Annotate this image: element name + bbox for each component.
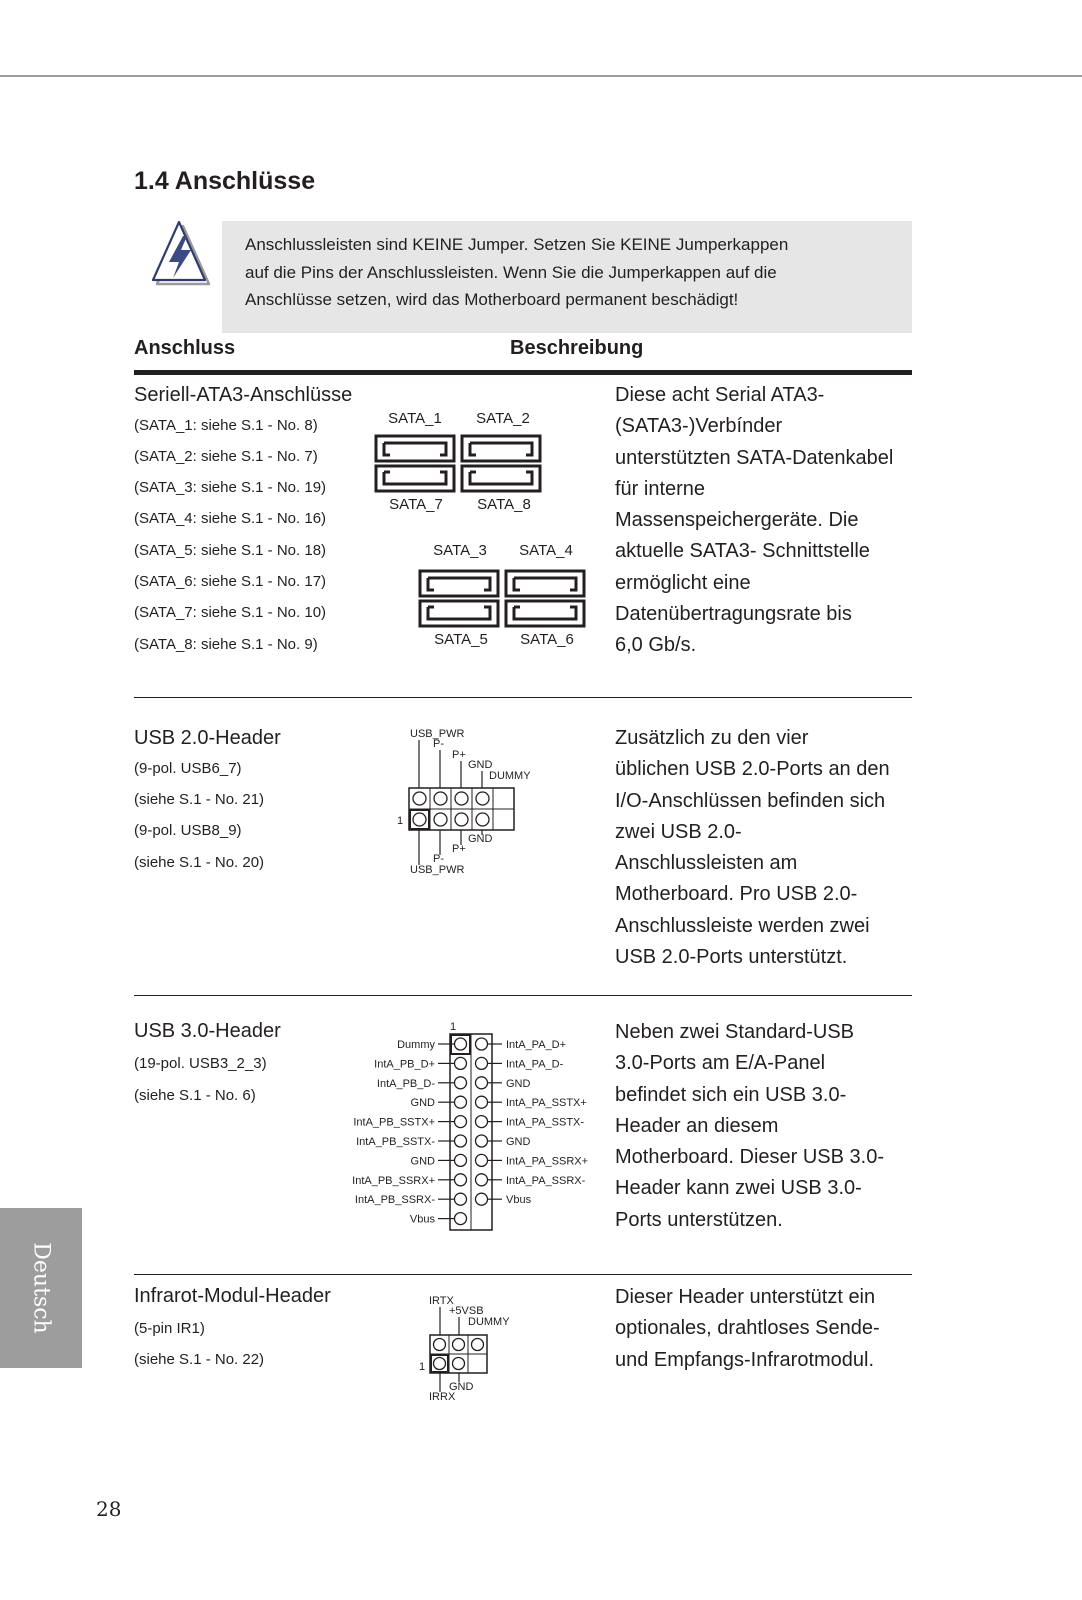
section-title: 1.4 Anschlüsse <box>134 167 316 195</box>
usb2-ref-4: (siehe S.1 - No. 20) <box>134 854 265 871</box>
usb3-left-pin-label: IntA_PB_D+ <box>374 1058 435 1071</box>
usb3-left-pin-label: IntA_PB_SSRX+ <box>352 1174 435 1187</box>
usb2-desc-line: USB 2.0-Ports unterstützt. <box>615 946 848 969</box>
warning-line-3: Anschlüsse setzen, wird das Motherboard permanent beschädigt! <box>245 290 739 309</box>
usb3-right-pin <box>476 1154 488 1166</box>
port-sata6 <box>506 601 584 626</box>
ir-pin-dummy: DUMMY <box>468 1316 510 1328</box>
usb3-left-pin-label: IntA_PB_SSTX- <box>356 1136 435 1148</box>
usb2-pin-p-plus-top: P+ <box>452 749 466 761</box>
label-sata7: SATA_7 <box>389 496 443 513</box>
usb3-right-pin-label: IntA_PA_SSRX- <box>506 1174 586 1187</box>
usb2-pin-dummy: DUMMY <box>489 770 531 782</box>
usb3-right-pin <box>476 1135 488 1147</box>
usb3-right-pin-label: GND <box>506 1136 531 1148</box>
ir-ref-2: (siehe S.1 - No. 22) <box>134 1351 265 1368</box>
label-sata4: SATA_4 <box>519 542 573 559</box>
sata-ref-1: (SATA_1: siehe S.1 - No. 8) <box>134 417 318 434</box>
usb3-right-pin <box>476 1057 488 1069</box>
usb3-right-pin <box>476 1077 488 1089</box>
sata-desc-line: für interne <box>615 477 706 500</box>
sata-ref-6: (SATA_6: siehe S.1 - No. 17) <box>134 573 327 590</box>
usb2-desc-line: Anschlussleiste werden zwei <box>615 914 870 937</box>
ir-pin-irtx: IRTX <box>429 1295 454 1307</box>
ir-pin-gnd: GND <box>449 1381 474 1393</box>
usb3-desc-line: Header kann zwei USB 3.0- <box>615 1177 862 1200</box>
usb2-ref-3: (9-pol. USB8_9) <box>134 822 242 839</box>
sata-ref-8: (SATA_8: siehe S.1 - No. 9) <box>134 636 318 653</box>
usb3-left-pin <box>455 1154 467 1166</box>
usb2-pin-p-minus-bottom: P- <box>433 853 444 865</box>
usb3-left-pin <box>455 1038 467 1050</box>
usb3-right-pin-label: Vbus <box>506 1194 532 1207</box>
ir-pin-5vsb: +5VSB <box>449 1305 484 1317</box>
usb3-left-pin <box>455 1116 467 1128</box>
usb3-right-pin-label: IntA_PA_D- <box>506 1058 564 1071</box>
sata-desc-line: aktuelle SATA3- Schnittstelle <box>615 540 870 563</box>
ir-desc-line: und Empfangs-Infrarotmodul. <box>615 1348 875 1371</box>
usb3-desc-line: Ports unterstützen. <box>615 1208 783 1231</box>
usb2-pin-p-plus-bottom: P+ <box>452 843 466 855</box>
sata-ref-5: (SATA_5: siehe S.1 - No. 18) <box>134 542 327 559</box>
usb3-left-pin-label: IntA_PB_SSTX+ <box>353 1116 435 1129</box>
label-sata2: SATA_2 <box>476 410 530 427</box>
top-rule <box>0 75 1082 77</box>
usb2-desc-line: Anschlussleisten am <box>615 852 798 875</box>
sata-ref-4: (SATA_4: siehe S.1 - No. 16) <box>134 510 327 527</box>
separator-1 <box>134 697 912 698</box>
label-sata1: SATA_1 <box>388 410 442 427</box>
usb3-desc-line: 3.0-Ports am E/A-Panel <box>615 1052 826 1075</box>
usb2-ref-1: (9-pol. USB6_7) <box>134 760 242 777</box>
usb2-pin-p-minus-top: P- <box>433 738 444 750</box>
sata-ref-2: (SATA_2: siehe S.1 - No. 7) <box>134 448 318 465</box>
usb3-ref-1: (19-pol. USB3_2_3) <box>134 1055 267 1072</box>
ir-description <box>615 1282 880 1376</box>
ir-header-diagram <box>415 1290 525 1405</box>
usb3-desc-line: befindet sich ein USB 3.0- <box>615 1083 847 1106</box>
usb2-desc-line: üblichen USB 2.0-Ports an den <box>615 758 890 781</box>
ir-desc-line: Dieser Header unterstützt ein <box>615 1286 876 1308</box>
label-sata3: SATA_3 <box>433 542 487 559</box>
warning-line-2: auf die Pins der Anschlussleisten. Wenn Sie die Jumperkappen auf die <box>245 262 777 282</box>
language-tab-label: Deutsch <box>28 1242 54 1334</box>
usb3-left-pin-label: Dummy <box>397 1039 435 1051</box>
usb3-left-pin <box>455 1096 467 1108</box>
ir-connector-name: Infrarot-Modul-Header <box>134 1285 331 1307</box>
separator-3 <box>134 1274 912 1275</box>
usb2-pin-gnd-bottom: GND <box>468 833 493 845</box>
usb3-left-pin-label: IntA_PB_D- <box>376 1077 435 1090</box>
label-sata5: SATA_5 <box>434 631 488 648</box>
warning-line-1: Anschlussleisten sind KEINE Jumper. Setzen Sie KEINE Jumperkappen <box>245 235 789 254</box>
warning-box <box>222 221 912 333</box>
usb3-left-pin-label: GND <box>410 1097 435 1110</box>
header-rule <box>134 370 912 375</box>
language-side-tab <box>0 1208 82 1368</box>
sata-ref-3: (SATA_3: siehe S.1 - No. 19) <box>134 479 327 496</box>
warning-lightning-icon <box>147 218 223 290</box>
label-sata6: SATA_6 <box>520 631 574 648</box>
usb2-ref-2: (siehe S.1 - No. 21) <box>134 791 265 808</box>
sata-description <box>615 380 893 662</box>
usb2-pin-1: 1 <box>397 815 404 827</box>
usb3-desc-line: Header an diesem <box>615 1114 779 1137</box>
separator-2 <box>134 995 912 996</box>
usb2-description <box>615 723 890 973</box>
usb2-connector-name: USB 2.0-Header <box>134 727 281 749</box>
port-sata2 <box>462 436 540 461</box>
usb3-right-pin-label: GND <box>506 1077 531 1090</box>
usb3-desc-line: Neben zwei Standard-USB <box>615 1021 855 1043</box>
port-sata7 <box>376 466 454 491</box>
port-sata5 <box>420 601 498 626</box>
usb3-left-pin <box>455 1193 467 1205</box>
sata-desc-line: ermöglicht eine <box>615 571 751 594</box>
sata-desc-line: unterstützten SATA-Datenkabel <box>615 446 894 469</box>
usb3-ref-2: (siehe S.1 - No. 6) <box>134 1087 256 1104</box>
usb3-right-pin <box>476 1193 488 1205</box>
usb2-desc-line: I/O-Anschlüssen befinden sich <box>615 789 886 812</box>
usb2-desc-line: zwei USB 2.0- <box>615 820 742 843</box>
ir-pin-irrx: IRRX <box>429 1391 456 1403</box>
sata-desc-line: Diese acht Serial ATA3- <box>615 384 825 406</box>
ir-pin-1: 1 <box>419 1361 426 1373</box>
sata-desc-line: (SATA3-)Verbínder <box>615 415 783 438</box>
sata-diagram <box>370 408 590 658</box>
usb3-description <box>615 1017 884 1236</box>
usb3-left-pin-label: Vbus <box>409 1213 435 1226</box>
sata-connector-name: Seriell-ATA3-Anschlüsse <box>134 384 353 406</box>
usb3-left-pin <box>455 1077 467 1089</box>
usb2-desc-line: Motherboard. Pro USB 2.0- <box>615 883 858 906</box>
port-sata8 <box>462 466 540 491</box>
usb3-right-pin-label: IntA_PA_SSRX+ <box>506 1155 589 1168</box>
usb2-pin-usb-pwr-bottom: USB_PWR <box>410 864 465 876</box>
usb3-desc-line: Motherboard. Dieser USB 3.0- <box>615 1146 885 1169</box>
label-sata8: SATA_8 <box>477 496 531 513</box>
usb2-pin-usb-pwr-top: USB_PWR <box>410 728 465 740</box>
page-number: 28 <box>96 1497 122 1521</box>
sata-desc-line: 6,0 Gb/s. <box>615 634 697 657</box>
usb3-right-pin-label: IntA_PA_SSTX- <box>506 1116 585 1129</box>
usb2-desc-line: Zusätzlich zu den vier <box>615 727 809 749</box>
usb3-left-pin <box>455 1213 467 1225</box>
usb3-right-pin <box>476 1096 488 1108</box>
port-sata1 <box>376 436 454 461</box>
usb3-left-pin <box>455 1135 467 1147</box>
port-sata3 <box>420 571 498 596</box>
column-header-connector: Anschluss <box>134 337 236 359</box>
usb3-right-pin <box>476 1116 488 1128</box>
column-header-description: Beschreibung <box>510 337 644 359</box>
usb3-right-pin <box>476 1038 488 1050</box>
usb3-right-pin-label: IntA_PA_D+ <box>506 1039 567 1051</box>
usb2-pin-gnd-top: GND <box>468 759 493 771</box>
ir-ref-1: (5-pin IR1) <box>134 1320 205 1337</box>
usb2-header-diagram <box>390 725 550 880</box>
sata-desc-line: Massenspeichergeräte. Die <box>615 509 859 532</box>
usb3-pin-1: 1 <box>450 1021 457 1033</box>
port-sata4 <box>506 571 584 596</box>
sata-desc-line: Datenübertragungsrate bis <box>615 603 852 626</box>
sata-ref-7: (SATA_7: siehe S.1 - No. 10) <box>134 604 327 621</box>
usb3-left-pin-label: IntA_PB_SSRX- <box>354 1194 435 1207</box>
usb3-header-diagram <box>340 1018 600 1233</box>
usb3-left-pin <box>455 1057 467 1069</box>
ir-desc-line: optionales, drahtloses Sende- <box>615 1317 880 1340</box>
usb3-right-pin <box>476 1174 488 1186</box>
usb3-connector-name: USB 3.0-Header <box>134 1020 281 1042</box>
usb3-right-pin-label: IntA_PA_SSTX+ <box>506 1097 587 1110</box>
usb3-left-pin <box>455 1174 467 1186</box>
usb3-left-pin-label: GND <box>410 1155 435 1168</box>
